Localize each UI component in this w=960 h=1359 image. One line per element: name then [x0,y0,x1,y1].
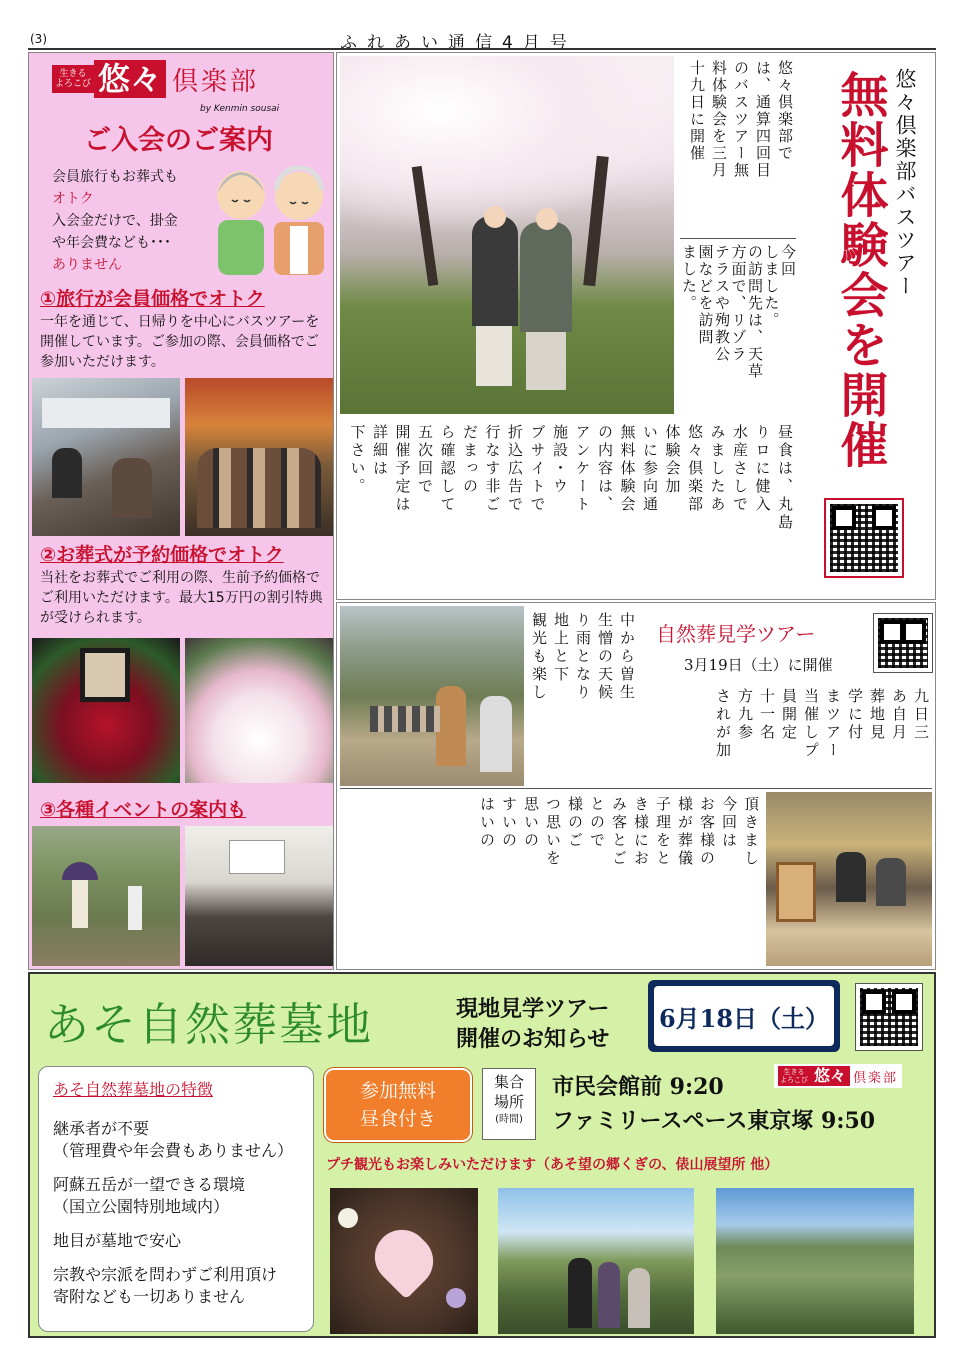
text-line: 昼食は、丸島 [776,424,794,532]
intro-line: 会員旅行もお葬式も [52,169,178,185]
meeting-label-box [482,1068,536,1140]
text-line: しました。 [762,244,781,329]
membership-intro [52,166,178,276]
text-line: 悠々倶楽部 [686,424,704,514]
memorial-hall-photo [766,792,932,966]
aso-title: あそ自然葬墓地 [44,998,374,1051]
aso-subtitle-1: 現地見学ツアー [456,996,610,1022]
aso-sightseeing-note: プチ観光もお楽しみいただけます（あそ望の郷くぎの、俵山展望所 他） [326,1157,779,1173]
club-logo [52,60,259,98]
nat-tour-qr-code[interactable] [874,614,932,672]
text-line: 行なす非ご [483,424,502,514]
feature-line: （管理費や年会費もありません） [53,1141,294,1160]
badge-lunch: 昼食付き [359,1108,436,1130]
text-line: まツアー [824,688,842,760]
header-title: ふれあい通信4月号 [340,33,577,53]
aso-qr-code[interactable] [856,984,922,1050]
logo-sub: by Kenmin sousai [200,104,280,114]
text-line: すいの [500,796,518,850]
logo-club: 倶楽部 [172,66,260,97]
text-line: 学に付 [846,688,864,742]
feature-item [53,1118,299,1162]
nat-text-body2 [342,796,762,964]
feature-item [53,1264,299,1308]
nat-tour-title: 自然葬見学ツアー [656,622,816,646]
bus-report-column [680,60,796,236]
meet-label-line: (時間) [495,1114,523,1125]
text-line: 様が葬儀 [676,796,694,868]
meet-label-line: 集合 [493,1073,524,1091]
text-line: 体験会加 [663,424,682,496]
text-line: だまっの [461,424,479,496]
text-line: 地上と下 [552,612,570,684]
text-line: お客様の [698,796,716,868]
intro-highlight: ありません [52,257,122,273]
header-rule [28,48,936,50]
bus-report-column-b [680,244,796,414]
text-line: アンケート [573,424,592,514]
bus-report-text-a [686,60,796,240]
text-line: 開催予定は [393,424,412,514]
feature-item [53,1174,299,1218]
text-line: 子理をと [654,796,672,868]
text-line: 員開定 [780,688,798,742]
text-line: 方面で、リゾラ [729,244,748,363]
text-line: 観光も楽し [530,612,548,702]
text-line: 施設・ウ [551,424,569,496]
text-line: 思いの [522,796,540,850]
feature-line: （国立公園特別地域内） [53,1197,230,1216]
bus-tour-qr-code[interactable] [826,500,902,576]
meet-label-line: 場所 [493,1093,524,1111]
text-line: 下さい。 [348,424,367,496]
cherry-blossom-photo [340,56,674,414]
page-number: (3) [30,32,47,46]
logo-small-text: 生きる よろこび [780,1068,808,1084]
text-line: はいの [478,796,496,850]
text-line: 生憎の天候 [596,612,614,702]
logo-small-text: 生きる よろこび [52,65,94,93]
feature-line: 地目が墓地で安心 [53,1231,182,1250]
aso-photo-heart-memorial [330,1188,478,1334]
text-line: テラスや殉教公 [713,244,731,363]
bus-tour-title: 無料体験会を開催 [832,70,888,470]
text-line: 料体験会を三月 [710,60,728,179]
text-line: の訪問先は、天草 [746,244,764,380]
section-events-heading: ③各種イベントの案内も [40,799,247,821]
feature-line: 宗教や宗派を問わずご利用頂け [53,1265,278,1284]
section-divider [340,788,932,789]
funeral-flowers-photo-white [185,638,333,783]
text-line: 九日三 [912,688,930,742]
section-travel-body: 一年を通じて、日帰りを中心にバスツアーを開催しています。ご参加の際、会員価格でご参加いただけます。 [40,314,320,370]
text-line: ブサイトで [528,424,547,514]
text-line: み客とご [610,796,628,868]
club-logo-small [774,1064,902,1088]
text-line: あ自月 [890,688,908,742]
section-travel-heading: ①旅行が会員価格でオトク [40,288,265,310]
event-photo-field [32,826,180,966]
text-line: 頂きまし [742,796,760,868]
bus-tour-subtitle: 悠々倶楽部バスツアー [893,68,917,298]
text-line: 今回は [720,796,738,850]
text-line: り雨となり [574,612,592,702]
feature-line: 阿蘇五岳が一望できる環境 [53,1175,246,1194]
text-line: りロに健入 [753,424,772,514]
badge-free: 参加無料 [359,1080,436,1102]
section-funeral-heading: ②お葬式が予約価格でオトク [40,544,284,566]
text-line: 詳細は [371,424,389,478]
membership-heading: ご入会のご案内 [84,125,273,156]
text-line: 中から曽生 [618,612,636,702]
aso-features-box [38,1066,314,1332]
logo-club: 倶楽部 [853,1070,899,1086]
logo-yuyu: 悠々 [94,60,166,98]
bus-tour-body [346,424,796,592]
logo-yuyu: 悠々 [810,1066,850,1086]
text-line: 今回 [779,244,797,278]
text-line: 無料体験会 [618,424,637,514]
text-line: のバスツアー無 [732,60,750,179]
text-line: は、通算四回目 [754,60,772,179]
event-photo-seminar [185,826,333,966]
feature-line: 寄附なども一切ありません [53,1287,246,1306]
text-line: の内容は、 [596,424,614,514]
intro-line: や年会費なども･･･ [52,235,171,251]
text-line: 十九日に開催 [688,60,706,162]
nat-text-col2 [646,688,932,782]
aso-date: 6月18日（土） [658,1003,830,1033]
text-line: 様のご [566,796,584,850]
intro-line: 入会金だけで、掛金 [52,213,178,229]
text-line: とので [588,796,606,850]
aso-photo-valley-view [716,1188,914,1334]
text-line: き様にお [632,796,650,868]
column-divider [680,238,796,239]
aso-date-badge [648,980,840,1052]
text-line: ら確認して [438,424,457,514]
tour-photo-autumn [185,378,333,536]
meeting-place-2: ファミリースペース東京塚 9:50 [552,1108,876,1134]
text-line: されが加 [714,688,732,760]
aso-features-title: あそ自然葬墓地の特徴 [53,1080,214,1099]
elderly-couple-illustration [210,150,330,275]
text-line: 園などを訪問 [696,244,715,346]
text-line: 方九参 [736,688,754,742]
feature-line: 継承者が不要 [53,1119,150,1138]
nat-tour-date: 3月19日（土）に開催 [684,656,833,674]
aso-subtitle-2: 開催のお知らせ [456,1026,610,1052]
text-line: 五次回で [416,424,434,496]
feature-item [53,1230,299,1252]
meeting-place-1: 市民会館前 9:20 [552,1074,724,1100]
intro-highlight: オトク [52,191,94,207]
text-line: 葬地見 [868,688,886,742]
text-line: 水産さしで [731,424,749,514]
bus-report-text-b [681,244,797,412]
text-line: ました。 [680,244,698,312]
text-line: みましたあ [708,424,727,514]
text-line: 当催しプ [802,688,820,760]
text-line: 十一名 [758,688,776,742]
text-line: つ思いを [544,796,562,868]
text-line: いに参向通 [641,424,659,514]
tour-photo-restaurant [32,378,180,536]
nat-text-col1 [528,612,638,782]
text-line: 折込広告で [506,424,524,514]
text-line: 悠々倶楽部で [776,60,794,162]
hiking-group-photo [340,606,524,786]
funeral-flowers-photo-red [32,638,180,783]
section-funeral-body: 当社をお葬式でご利用の際、生前予約価格でご利用いただけます。最大15万円の割引特典が受けられます。 [40,570,323,626]
aso-photo-mountain-group [498,1188,694,1334]
free-lunch-badge [324,1068,472,1142]
